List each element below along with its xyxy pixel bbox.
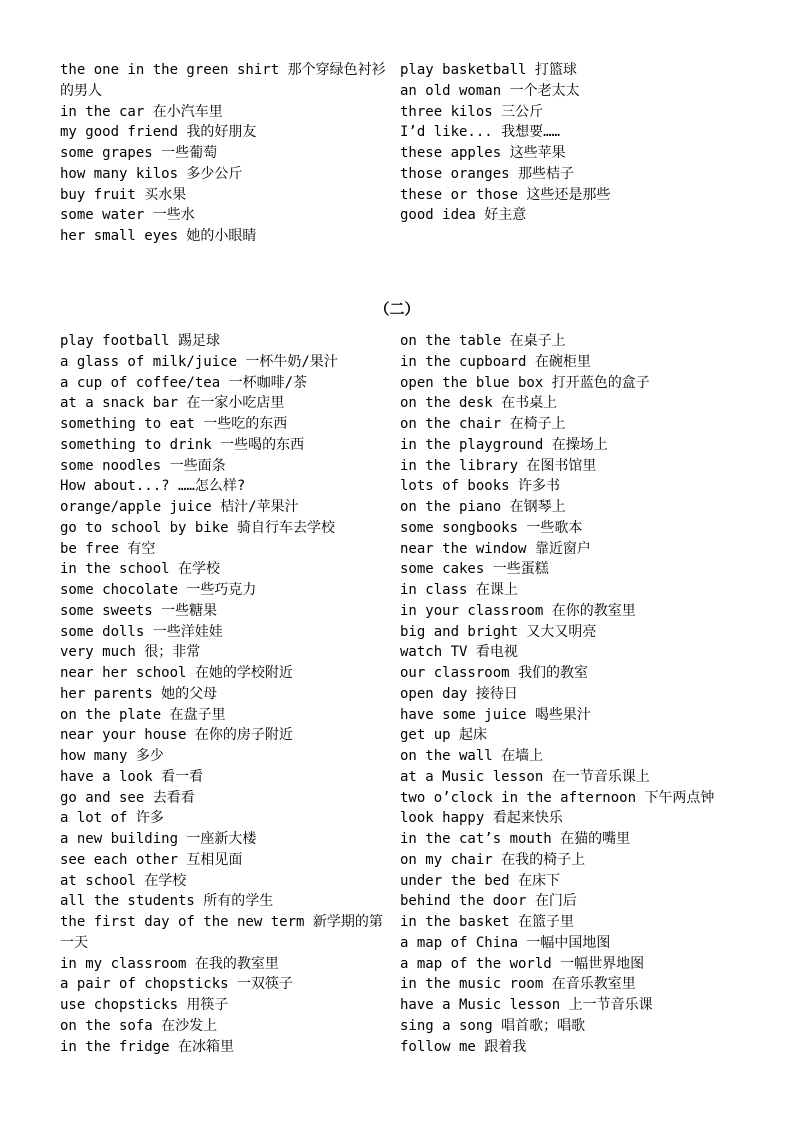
vocab-entry: lots of books 许多书 (400, 478, 561, 495)
vocab-entry: those oranges 那些桔子 (400, 165, 575, 182)
vocab-entry: behind the door 在门后 (400, 893, 577, 910)
vocab-entry: in the car 在小汽车里 (60, 103, 223, 120)
vocab-entry: two o’clock in the afternoon 下午两点钟 (400, 789, 715, 806)
vocab-entry: in the music room 在音乐教室里 (400, 976, 636, 993)
vocab-entry: on the desk 在书桌上 (400, 395, 558, 412)
vocab-section-2 (60, 331, 750, 1057)
vocab-entry: a map of China 一幅中国地图 (400, 934, 611, 951)
vocab-entry: all the students 所有的学生 (60, 893, 274, 910)
vocab-entry: how many kilos 多少公斤 (60, 165, 243, 182)
vocab-entry: orange/apple juice 桔汁/苹果汁 (60, 499, 299, 515)
vocab-entry: a new building 一座新大楼 (60, 831, 257, 847)
vocab-entry: in the basket 在篮子里 (400, 914, 575, 930)
vocab-entry: on the chair 在椅子上 (400, 416, 566, 432)
vocab-entry: some dolls 一些洋娃娃 (60, 623, 223, 640)
vocab-entry: watch TV 看电视 (400, 644, 518, 661)
vocab-entry: at a snack bar 在一家小吃店里 (60, 395, 285, 412)
vocab-entry: near the window 靠近窗户 (400, 540, 591, 557)
vocab-entry: go to school by bike 骑自行车去学校 (60, 519, 336, 536)
vocab-entry: how many 多少 (60, 748, 164, 764)
vocab-entry: some grapes 一些葡萄 (60, 145, 218, 161)
vocab-entry: a pair of chopsticks 一双筷子 (60, 976, 294, 993)
vocab-entry: good idea 好主意 (400, 207, 527, 224)
vocab-entry: some sweets 一些糖果 (60, 602, 218, 619)
vocab-entry: How about...? ……怎么样? (60, 478, 246, 495)
vocab-entry: in my classroom 在我的教室里 (60, 955, 279, 972)
vocab-entry: in class 在课上 (400, 582, 518, 598)
vocab-entry: her parents 她的父母 (60, 685, 218, 702)
vocab-entry: use chopsticks 用筷子 (60, 997, 229, 1013)
vocab-entry: my good friend 我的好朋友 (60, 124, 257, 141)
vocab-entry: some noodles 一些面条 (60, 457, 226, 474)
vocab-entry: on the wall 在墙上 (400, 748, 544, 764)
vocab-entry: her small eyes 她的小眼睛 (60, 228, 257, 244)
vocab-entry: in the playground 在操场上 (400, 436, 608, 453)
vocab-entry: I’d like... 我想要…… (400, 124, 561, 141)
vocab-entry: sing a song 唱首歌；唱歌 (400, 1017, 586, 1034)
vocab-entry: have a look 看一看 (60, 768, 204, 785)
section-heading: （二） (374, 300, 420, 318)
vocab-entry: at school 在学校 (60, 872, 187, 889)
vocab-entry: have a Music lesson 上一节音乐课 (400, 997, 653, 1013)
vocab-entry: play football 踢足球 (60, 333, 221, 349)
vocab-column-right (400, 60, 750, 247)
vocab-entry: have some juice 喝些果汁 (400, 706, 591, 723)
vocab-entry: open day 接待日 (400, 685, 518, 702)
vocab-entry: in the cupboard 在碗柜里 (400, 353, 591, 370)
vocab-entry: our classroom 我们的教室 (400, 665, 589, 681)
vocab-column-left (60, 331, 386, 1057)
vocab-entry: the one in the green shirt 那个穿绿色衬衫的男人 (60, 62, 386, 99)
vocab-entry: very much 很；非常 (60, 644, 201, 661)
vocab-entry: near your house 在你的房子附近 (60, 727, 293, 744)
vocab-entry: a map of the world 一幅世界地图 (400, 955, 645, 972)
vocab-entry: these or those 这些还是那些 (400, 186, 611, 203)
vocab-entry: some water 一些水 (60, 207, 195, 224)
vocab-entry: the first day of the new term 新学期的第一天 (60, 914, 383, 951)
vocab-entry: open the blue box 打开蓝色的盒子 (400, 374, 650, 391)
vocab-entry: on my chair 在我的椅子上 (400, 851, 586, 868)
vocab-entry: some chocolate 一些巧克力 (60, 582, 257, 598)
vocab-entry: some songbooks 一些歌本 (400, 519, 583, 536)
vocab-entry: in the library 在图书馆里 (400, 457, 597, 474)
vocab-entry: a lot of 许多 (60, 810, 164, 827)
vocab-entry: three kilos 三公斤 (400, 103, 544, 120)
vocab-entry: something to eat 一些吃的东西 (60, 416, 288, 432)
vocab-entry: in the fridge 在冰箱里 (60, 1038, 235, 1055)
vocab-entry: near her school 在她的学校附近 (60, 665, 293, 681)
vocab-column-right (400, 331, 750, 1057)
vocab-entry: play basketball 打篮球 (400, 62, 577, 78)
vocab-entry: be free 有空 (60, 540, 156, 557)
vocab-entry: a glass of milk/juice 一杯牛奶/果汁 (60, 353, 338, 370)
vocab-entry: some cakes 一些蛋糕 (400, 561, 549, 578)
vocab-entry: look happy 看起来快乐 (400, 810, 563, 827)
vocab-entry: buy fruit 买水果 (60, 186, 187, 203)
vocab-entry: something to drink 一些喝的东西 (60, 436, 305, 453)
vocab-entry: these apples 这些苹果 (400, 145, 566, 161)
vocab-entry: in the cat’s mouth 在猫的嘴里 (400, 831, 631, 847)
vocab-entry: in your classroom 在你的教室里 (400, 602, 636, 619)
vocab-entry: under the bed 在床下 (400, 872, 561, 889)
vocab-entry: on the table 在桌子上 (400, 333, 566, 349)
vocab-entry: follow me 跟着我 (400, 1038, 527, 1055)
vocab-entry: an old woman 一个老太太 (400, 82, 580, 99)
vocab-column-left (60, 60, 386, 247)
vocab-entry: big and bright 又大又明亮 (400, 623, 597, 640)
vocab-entry: on the piano 在钢琴上 (400, 499, 566, 515)
vocab-entry: at a Music lesson 在一节音乐课上 (400, 768, 650, 785)
vocab-entry: in the school 在学校 (60, 561, 221, 578)
vocab-entry: see each other 互相见面 (60, 851, 243, 868)
vocab-entry: go and see 去看看 (60, 789, 195, 806)
vocab-entry: on the sofa 在沙发上 (60, 1017, 218, 1034)
vocab-entry: on the plate 在盘子里 (60, 706, 226, 723)
vocab-section-1 (60, 60, 750, 247)
vocab-entry: get up 起床 (400, 727, 488, 744)
vocab-entry: a cup of coffee/tea 一杯咖啡/茶 (60, 374, 308, 391)
